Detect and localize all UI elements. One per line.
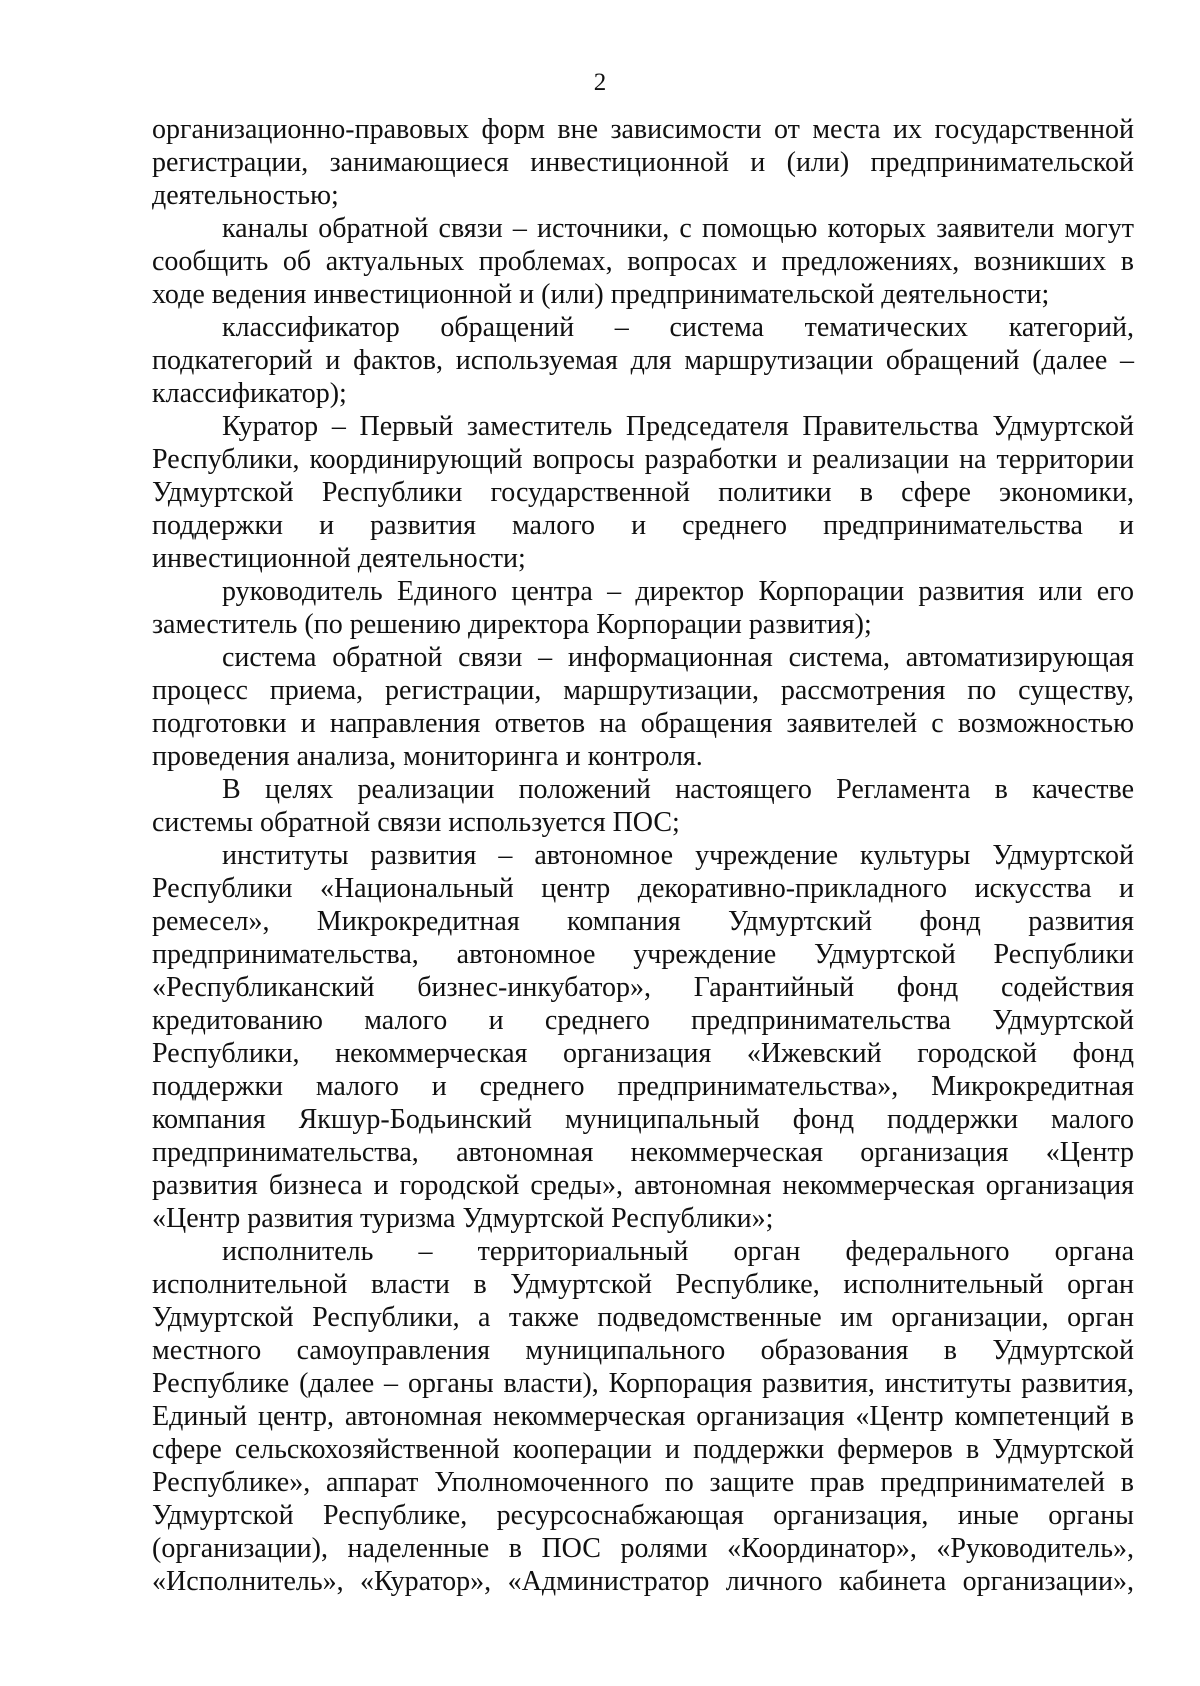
text-line: поддержки и развития малого и среднего предпринимательства и — [152, 510, 1134, 541]
text-line: Республики, некоммерческая организация «Ижевский городской фонд — [152, 1038, 1134, 1069]
text-line: ходе ведения инвестиционной и (или) предпринимательской деятельности; — [152, 279, 1050, 310]
text-line: Республики, координирующий вопросы разработки и реализации на территории — [152, 444, 1134, 475]
text-line: сфере сельскохозяйственной кооперации и поддержки фермеров в Удмуртской — [152, 1434, 1134, 1465]
text-line: развития бизнеса и городской среды», автономная некоммерческая организация — [152, 1170, 1134, 1201]
text-line: Куратор – Первый заместитель Председателя Правительства Удмуртской — [222, 411, 1134, 442]
text-line: местного самоуправления муниципального образования в Удмуртской — [152, 1335, 1134, 1366]
text-line: деятельностью; — [152, 180, 339, 211]
text-line: «Республиканский бизнес-инкубатор», Гарантийный фонд содействия — [152, 972, 1134, 1003]
text-line: кредитованию малого и среднего предпринимательства Удмуртской — [152, 1005, 1134, 1036]
text-line: процесс приема, регистрации, маршрутизации, рассмотрения по существу, — [152, 675, 1134, 706]
text-line: регистрации, занимающиеся инвестиционной и (или) предпринимательской — [152, 147, 1134, 178]
text-line: компания Якшур-Бодьинский муниципальный фонд поддержки малого — [152, 1104, 1134, 1135]
text-line: система обратной связи – информационная система, автоматизирующая — [222, 642, 1134, 673]
text-line: институты развития – автономное учреждение культуры Удмуртской — [222, 840, 1134, 871]
text-line: подготовки и направления ответов на обращения заявителей с возможностью — [152, 708, 1134, 739]
text-line: каналы обратной связи – источники, с помощью которых заявители могут — [222, 213, 1134, 244]
text-line: ремесел», Микрокредитная компания Удмуртский фонд развития — [152, 906, 1134, 937]
text-line: Республике (далее – органы власти), Корпорация развития, институты развития, — [152, 1368, 1134, 1399]
text-line: Удмуртской Республике, ресурсоснабжающая организация, иные органы — [152, 1500, 1134, 1531]
text-line: Единый центр, автономная некоммерческая организация «Центр компетенций в — [152, 1401, 1134, 1432]
text-line: (организации), наделенные в ПОС ролями «Координатор», «Руководитель», — [152, 1533, 1134, 1564]
text-line: руководитель Единого центра – директор Корпорации развития или его — [222, 576, 1134, 607]
text-line: Республике», аппарат Уполномоченного по защите прав предпринимателей в — [152, 1467, 1134, 1498]
body-text — [152, 113, 1134, 1598]
text-line: сообщить об актуальных проблемах, вопросах и предложениях, возникших в — [152, 246, 1134, 277]
page-number: 2 — [593, 69, 607, 96]
text-line: Республики «Национальный центр декоративно-прикладного искусства и — [152, 873, 1134, 904]
text-line: Удмуртской Республики, а также подведомственные им организации, орган — [152, 1302, 1134, 1333]
text-line: В целях реализации положений настоящего Регламента в качестве — [222, 774, 1134, 805]
text-line: классификатор обращений – система тематических категорий, — [222, 312, 1134, 343]
text-line: Удмуртской Республики государственной политики в сфере экономики, — [152, 477, 1134, 508]
text-line: подкатегорий и фактов, используемая для маршрутизации обращений (далее – — [152, 345, 1134, 376]
text-line: исполнительной власти в Удмуртской Республике, исполнительный орган — [152, 1269, 1134, 1300]
text-line: организационно-правовых форм вне зависимости от места их государственной — [152, 114, 1134, 145]
text-line: «Исполнитель», «Куратор», «Администратор личного кабинета организации», — [152, 1566, 1134, 1597]
text-line: инвестиционной деятельности; — [152, 543, 526, 574]
text-line: предпринимательства, автономное учреждение Удмуртской Республики — [152, 939, 1134, 970]
text-line: предпринимательства, автономная некоммерческая организация «Центр — [152, 1137, 1134, 1168]
text-line: исполнитель – территориальный орган федерального органа — [222, 1236, 1134, 1267]
text-line: системы обратной связи используется ПОС; — [152, 807, 680, 838]
text-line: поддержки малого и среднего предпринимательства», Микрокредитная — [152, 1071, 1134, 1102]
text-line: «Центр развития туризма Удмуртской Республики»; — [152, 1203, 774, 1234]
text-line: проведения анализа, мониторинга и контроля. — [152, 741, 703, 772]
text-line: заместитель (по решению директора Корпорации развития); — [152, 609, 872, 640]
text-line: классификатор); — [152, 378, 347, 409]
